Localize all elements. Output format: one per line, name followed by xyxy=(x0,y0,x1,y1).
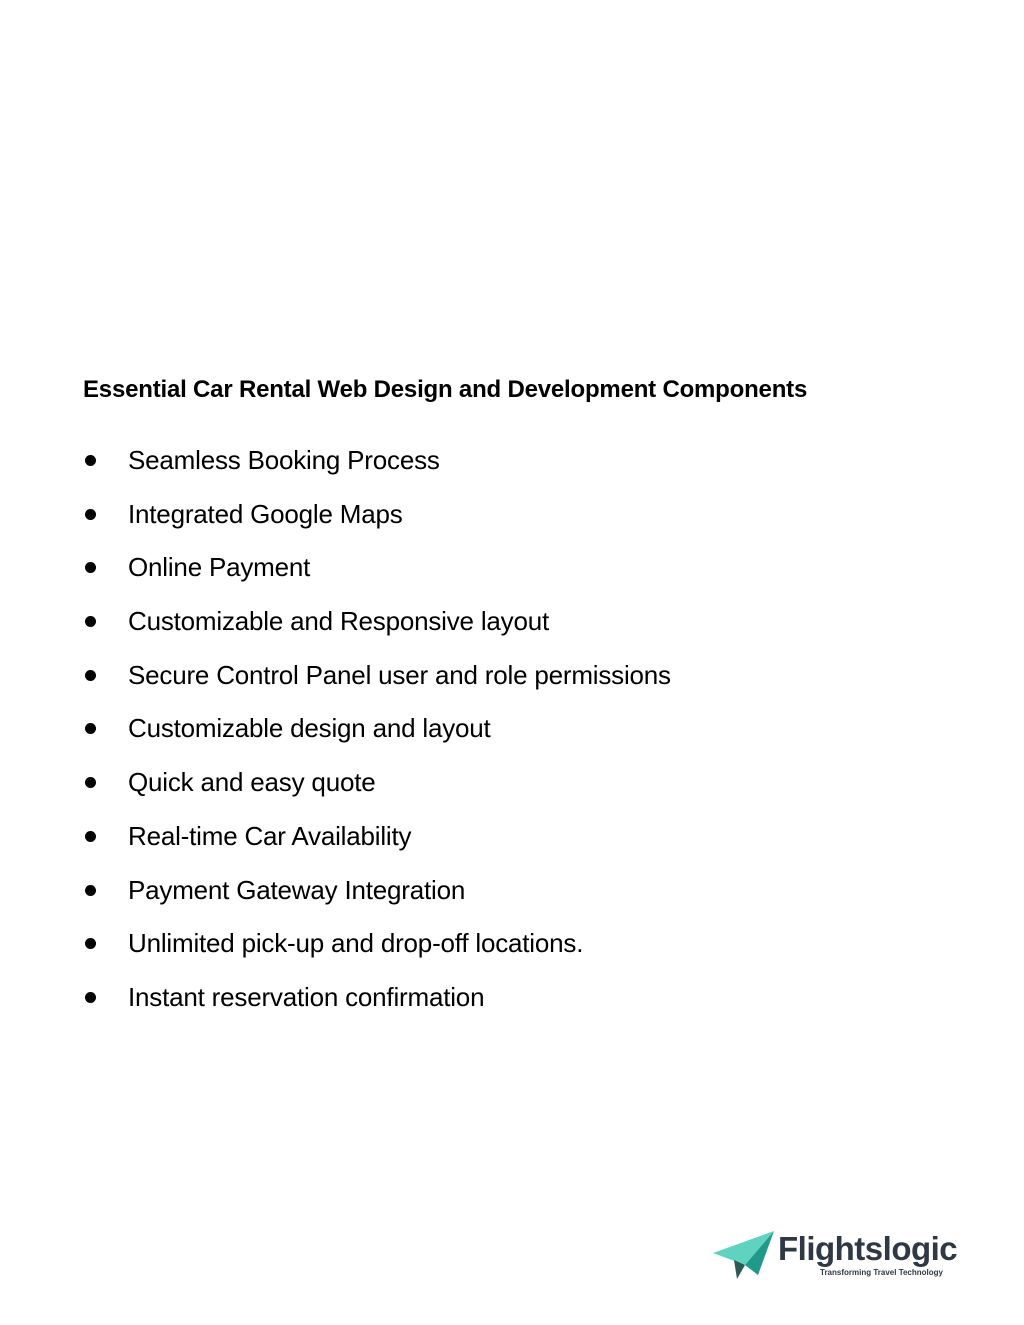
list-item-text: Instant reservation confirmation xyxy=(128,981,485,1012)
bullet-icon xyxy=(85,723,96,734)
list-item-text: Customizable and Responsive layout xyxy=(128,606,549,637)
bullet-icon xyxy=(85,455,96,466)
list-item-text: Real-time Car Availability xyxy=(128,820,412,851)
bullet-icon xyxy=(85,777,96,788)
bullet-icon xyxy=(85,885,96,896)
bullet-icon xyxy=(85,562,96,573)
bullet-icon xyxy=(85,831,96,842)
list-item-text: Quick and easy quote xyxy=(128,767,376,798)
logo-tagline: Transforming Travel Technology xyxy=(820,1268,943,1277)
list-item-text: Customizable design and layout xyxy=(128,713,491,744)
flightslogic-logo xyxy=(712,1229,962,1283)
list-item-text: Secure Control Panel user and role permissions xyxy=(128,659,671,690)
bullet-icon xyxy=(85,992,96,1003)
list-item-text: Seamless Booking Process xyxy=(128,445,440,475)
bullet-icon xyxy=(85,938,96,949)
bullet-icon xyxy=(85,616,96,627)
section-heading: Essential Car Rental Web Design and Development Components xyxy=(83,376,808,403)
list-item-text: Online Payment xyxy=(128,552,311,583)
bullet-icon xyxy=(85,670,96,681)
list-item-text: Unlimited pick-up and drop-off locations. xyxy=(128,928,584,959)
bullet-icon xyxy=(85,509,96,520)
list-item-text: Payment Gateway Integration xyxy=(128,874,466,905)
paper-plane-icon xyxy=(712,1229,776,1281)
logo-name: Flightslogic xyxy=(778,1230,958,1267)
list-item-text: Integrated Google Maps xyxy=(128,498,403,529)
